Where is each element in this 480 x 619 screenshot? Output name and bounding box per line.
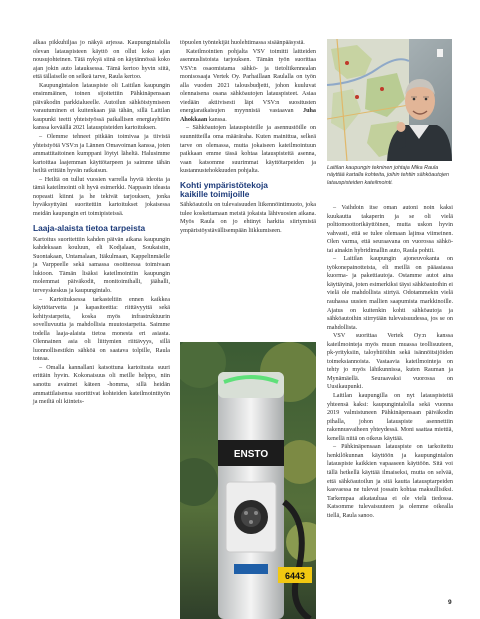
paragraph: – Pähkinäpensaan latauspiste on tarkoitettu henkilökunnan käyttöön ja kaupungintalon latauspiste kaikkien vapaaseen käyttöön. Sitä voi tällä hetkellä käyttää ilmaiseksi, mutta on selvää, että sähköautoilun ja sitä kautta latausptarpeiden kasvaessa ne tulevat jossain kohtaa maksullisiksi. Tarkempaa aikatauluaa ei ole vielä tiedossa. Katsomme tulevaisuuteen ja olemme oikealla tiellä, Raula sanoo.: [327, 444, 453, 519]
paragraph: – Olemme tehneet pitkään toimivaa ja tiivistä yhteistyötä VSV:n ja Lännen Omavoiman kanssa, joten ammattitaitoinen kumppani löytyi läheltä. Halusimme kartoittaa laajemman käyttötarpeen ja saimme tähän heiltä erittäin hyvän ratkaisun.: [33, 134, 170, 175]
charger-brand: ENSTO: [233, 449, 269, 460]
photo-ev-charger-illustration: [180, 342, 316, 619]
paragraph: – Heiltä on tullut vuosien varrella hyviä ideoita ja tämä kateilmointi oli hyvä esimerkki. Nappasin ideasta nopeasti kiinni ja he tekivät tarjouksen, jonka hyväksyttyäni suoritettiin kartoitukset jokaisessa meidän kaupungin eri toimipisteissä.: [33, 176, 170, 217]
photo-ev-charger: [180, 342, 316, 619]
heading-line-2: kaikille toimijoille: [180, 188, 250, 199]
page-number: 9: [448, 599, 452, 606]
paragraph: töpuolen työntekijät huolehtimassa sisäänpääsystä.: [180, 40, 305, 46]
photo-man-with-map-illustration: [327, 39, 452, 161]
heading-line-1: Kohti ympäristötekoja: [180, 179, 268, 190]
column-1: [33, 0, 170, 407]
paragraph: – Sähköautojen latauspisteille ja asennustöille on suunnitteilla oma määräraha. Kuten mainittua, selkeä tarve on olemassa, mutta jokaiseen kateilmointuun paikkaan emme tässä kohtaa latauspisteitä asenna, vaan katsomme suurimmat käyttötarpeiden ja kustannustehokkuuden pohjalta.: [180, 125, 316, 175]
paragraph-text: kanssa.: [208, 116, 227, 123]
paragraph: – Omalla kannallani katsottuna kartoitusta suuri erittäin hyvin. Kokonaisuus oli meille helppo, niin sanottu avaimet käteen -homma, sillä heidän ammattilaisensa suorittivat kohteiden kateilmointityön ja meiltä oli kiinteis-: [33, 364, 170, 406]
paragraph: Kartoitus suoritettiin kahden päivän aikana kaupungin kahdeksaan kouluun, eli Kodjalaan, Soukaisiin, Suontakaan, Untamalaan, Itäkulmaan, Kappelinmäelle ja Varppeelle sekä samassa osoitteessa toimivaan lukioon. Tämän lisäksi kateilmointiin kaupungin molemmat päiväkodit, monitoimihalli, jäähalli, terveyskeskus ja kaupungintalo.: [33, 236, 170, 294]
paragraph: alkaa pikkuhiljaa jo näkyä arjessa. Kaupungintalolla olevan latauspisteen käyttö on ollut koko ajan nousujohteinen. Tätä nykyä siinä on käytännössä koko ajan jokin auto latauksessa. Tämä kertoo hyvin siitä, että tällaiselle on selkeä tarve, Raula kertoo.: [33, 40, 170, 81]
photo-caption: Laitilan kaupungin tekninen johtaja Mika Raula näyttää kartalla kohteita, joihin tehtiin sähköautojen latauspisteiden kateilmointi.: [327, 165, 449, 186]
paragraph: – Laitilan kaupungin ajoneuvokanta on työkonepainotteista, eli meillä on pääasiassa kuorma- ja pakettiautoja. Ostamme autot aina käyttäyinä, joten esimerkiksi täysi sähköautoihin ei vielä ole mahdollista siirtyä. Odotammekin vielä rauhassa uusien mallien saapumista markkinoille. Ajatus on kuitenkin kohti sähköautoja ja sähköautoihin siirrytään tulevaisuudessa, jos se on mahdollista.: [327, 256, 453, 331]
charger-number: 6443: [284, 571, 306, 581]
paragraph: Kaupungintalon latauspiste oli Laitilan kaupungin ensimmäinen, toinen sijoitettiin Pähkinäpensaan päiväkodin parkkialueelle. Autoilun sähköistymiseen varautuminen ei kuitenkaan jää tähän, sillä Laitilan kaupunki teetti yhteistyössä paikallisen energiayhtiön kanssa keväällä 2021 latauspisteiden kartoituksen.: [33, 82, 170, 132]
column-3-text: [327, 204, 453, 520]
photo-man-with-map: [327, 39, 452, 161]
paragraph-text: Kateilmointien pohjalta VSV toimitti laitteiden asennuslistoista tarjouksen. Tämän työn suorittaa VSV:n osaomistama sähkö- ja tietoliikennealan monisosaaja Vertek Oy. Parhaillaan Raulalla on työn alla vuoden 2021 talousbudjetti, johon kuuluvat olennaisena osana sähköautojen latauspisteet. Asiaa viedään aktiivisesti läpi VSV:n suositusten energiaratkaisujen myynnistä vastaavan: [180, 48, 316, 115]
section-heading: [180, 181, 316, 199]
paragraph: [180, 48, 316, 125]
section-heading: Laaja-alaista tietoa tarpeista: [33, 223, 146, 234]
paragraph: VSV suorittaa Vertek Oy:n kanssa kateilmointeja myös muun muassa teollisuuteen, pk-yrityksiin, taloyhtiöihin sekä isännöitsijöiden toimeksiannoista. Vastaavia kateilmointeja on tehty jo myös lähikunnissa, kuten Rauman ja Mynämäellä. Seuraavaksi vuorossa on Uusikaupunki.: [327, 333, 453, 391]
column-2: [180, 0, 316, 235]
paragraph: – Kartoituksessa tarkasteltiin ennen kaikkea käyttötarvetta ja kapasiteettia: riittävyyttä sekä kehitystarpeita, koska myös infrastruktuurin sovelluvuutta ja mahdollisia muutostarpeita. Saimme todella laaja-alaista tietoa monesta eri asiasta. Olennainen asia oli liittymien riittävyys, sillä luonnollisestikin sähköä on saatava tolpille, Raula toteaa.: [33, 296, 170, 363]
paragraph: Laitilan kaupungilla on nyt latauspisteitä yhteensä kaksi: kaupungintalolla sekä vuonna 2019 valmistuneen Pähkinäpensaan päiväkodin pihalla, johon latauspiste asennettiin rakennusvaiheen yhteydessä. Moni saattaa miettiä, kenellä niitä on oikeus käyttää.: [327, 393, 453, 442]
paragraph: – Vaihdoin itse oman autoni noin kaksi kuukautta takaperin ja se oli vielä polttomoottorikäyttöinen, mutta uskon hyvin vahvasti, että se tulee olemaan lajinsa viimeinen. Olen varma, että seuraavana on vuorossa sähkö- tai ainakin hybridimallin auto, Raula pohtii.: [327, 205, 453, 254]
person-name: Juha Ahokkaan: [180, 108, 316, 123]
paragraph: Sähköautoilu on tulevaisuuden liikennöintimuoto, joka tulee koskettamaan meistä jokaista lähivuosien aikana. Myös Raula on jo ehtinyt harkita siirtymistä ympäristöystävällisempään liikkumiseen.: [180, 202, 316, 234]
